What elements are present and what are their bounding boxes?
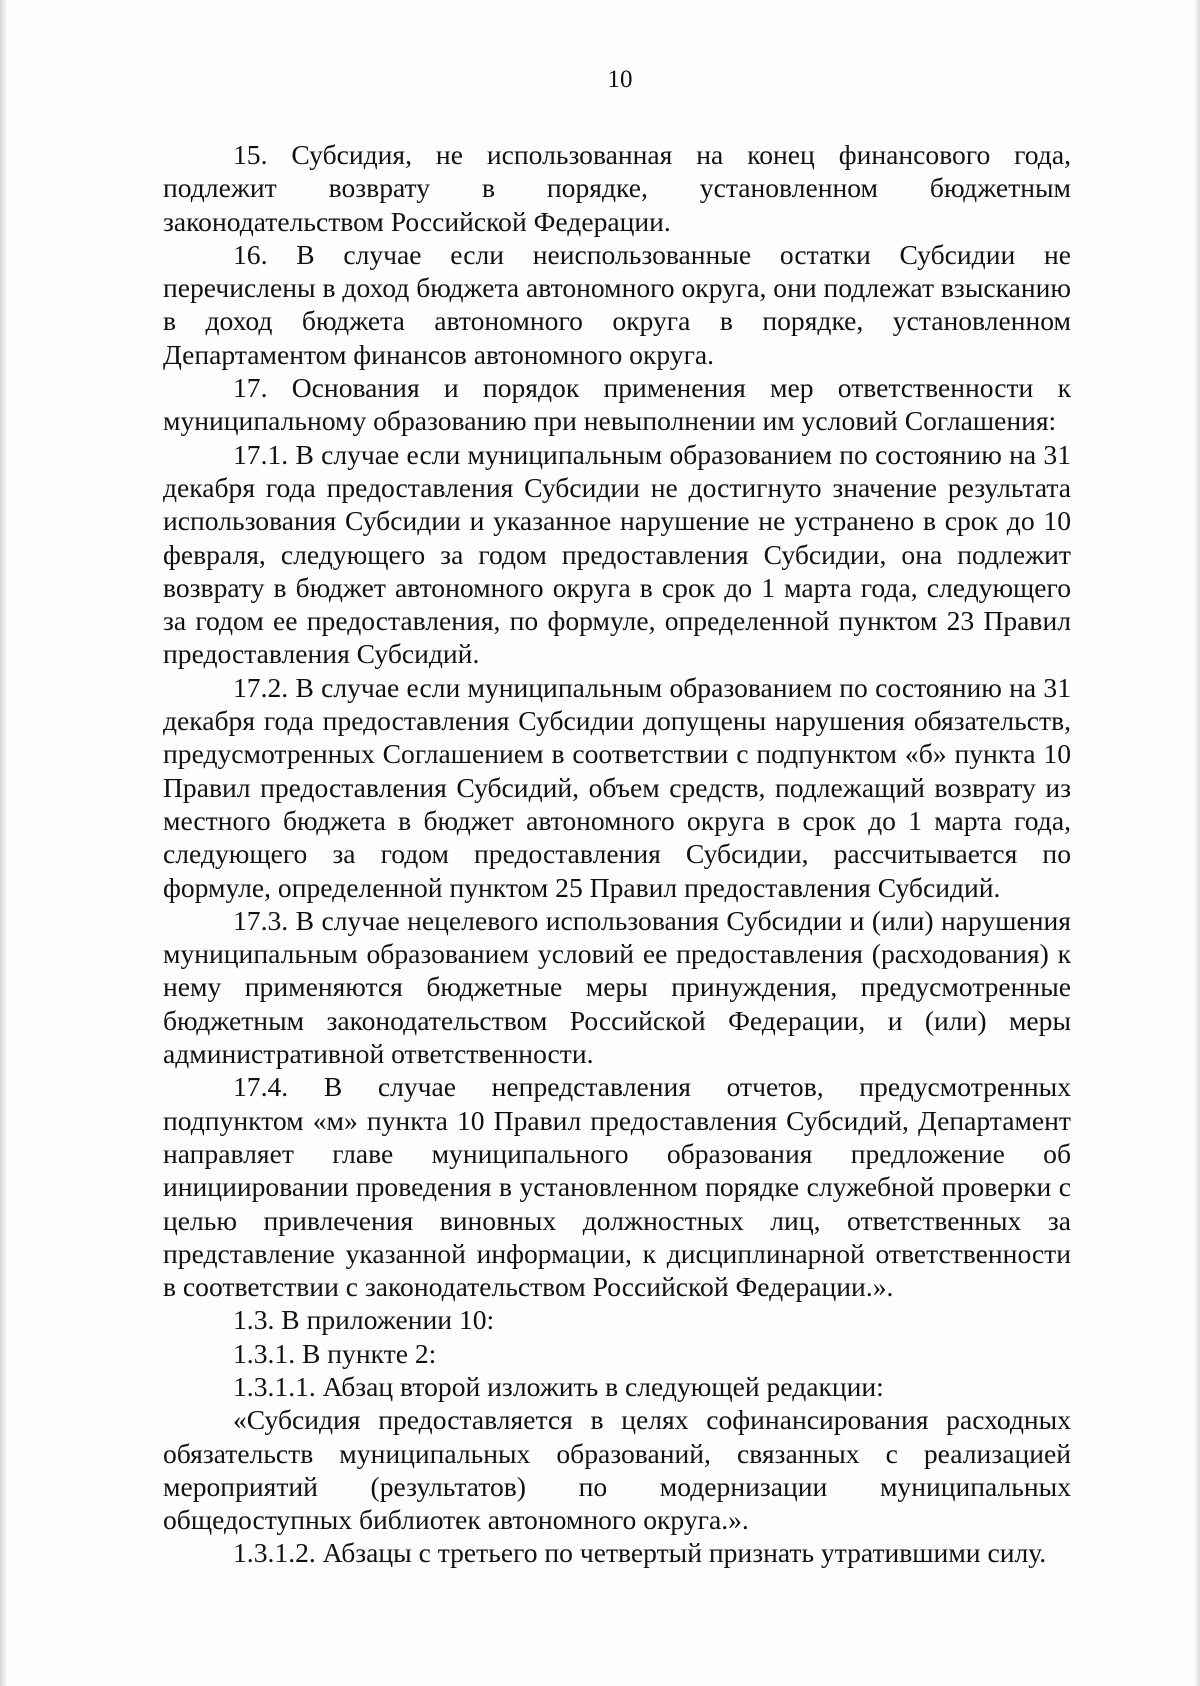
scan-edge-right bbox=[1195, 0, 1200, 1686]
paragraph-17-2: 17.2. В случае если муниципальным образованием по состоянию на 31 декабря года предоставления Субсидии допущены нарушения обязательств, предусмотренных Соглашением в соответствии с подпунктом «б» пункта 10 Правил предоставления Субсидий, объем средств, подлежащий возврату из местного бюджета в бюджет автономного округа в срок до 1 марта года, следующего за годом предоставления Субсидии, рассчитывается по формуле, определенной пунктом 25 Правил предоставления Субсидий. bbox=[163, 671, 1071, 903]
paragraph-17-3: 17.3. В случае нецелевого использования Субсидии и (или) нарушения муниципальным образованием условий ее предоставления (расходования) к нему применяются бюджетные меры принуждения, предусмотренные бюджетным законодательством Российской Федерации, и (или) меры административной ответственности. bbox=[163, 904, 1071, 1070]
scan-edge-left bbox=[0, 0, 6, 1686]
paragraph-17-4: 17.4. В случае непредставления отчетов, предусмотренных подпунктом «м» пункта 10 Правил предоставления Субсидий, Департамент направляет главе муниципального образования предложение об инициировании проведения в установленном порядке служебной проверки с целью привлечения виновных должностных лиц, ответственных за представление указанной информации, к дисциплинарной ответственности в соответствии с законодательством Российской Федерации.». bbox=[163, 1071, 1071, 1303]
paragraph-quote: «Субсидия предоставляется в целях софинансирования расходных обязательств муниципальных образований, связанных с реализацией мероприятий (результатов) по модернизации муниципальных общедоступных библиотек автономного округа.». bbox=[163, 1404, 1071, 1536]
paragraph-1-3-1-2: 1.3.1.2. Абзацы с третьего по четвертый признать утратившими силу. bbox=[233, 1537, 1047, 1569]
paragraph-1-3-1: 1.3.1. В пункте 2: bbox=[233, 1337, 437, 1369]
paragraph-15: 15. Субсидия, не использованная на конец финансового года, подлежит возврату в порядке, установленном бюджетным законодательством Российской Федерации. bbox=[163, 139, 1071, 237]
paragraph-1-3: 1.3. В приложении 10: bbox=[233, 1304, 495, 1336]
page-number: 10 bbox=[607, 66, 633, 93]
paragraph-17-1: 17.1. В случае если муниципальным образованием по состоянию на 31 декабря года предоставления Субсидии не достигнуто значение результата использования Субсидии и указанное нарушение не устранено в срок до 10 февраля, следующего за годом предоставления Субсидии, она подлежит возврату в бюджет автономного округа в срок до 1 марта года, следующего за годом ее предоставления, по формуле, определенной пунктом 23 Правил предоставления Субсидий. bbox=[163, 438, 1071, 670]
document-body bbox=[163, 138, 1071, 1570]
paragraph-17: 17. Основания и порядок применения мер ответственности к муниципальному образованию при невыполнении им условий Соглашения: bbox=[163, 372, 1071, 437]
paragraph-16: 16. В случае если неиспользованные остатки Субсидии не перечислены в доход бюджета автономного округа, они подлежат взысканию в доход бюджета автономного округа в порядке, установленном Департаментом финансов автономного округа. bbox=[163, 238, 1072, 370]
paragraph-1-3-1-1: 1.3.1.1. Абзац второй изложить в следующей редакции: bbox=[233, 1370, 884, 1402]
